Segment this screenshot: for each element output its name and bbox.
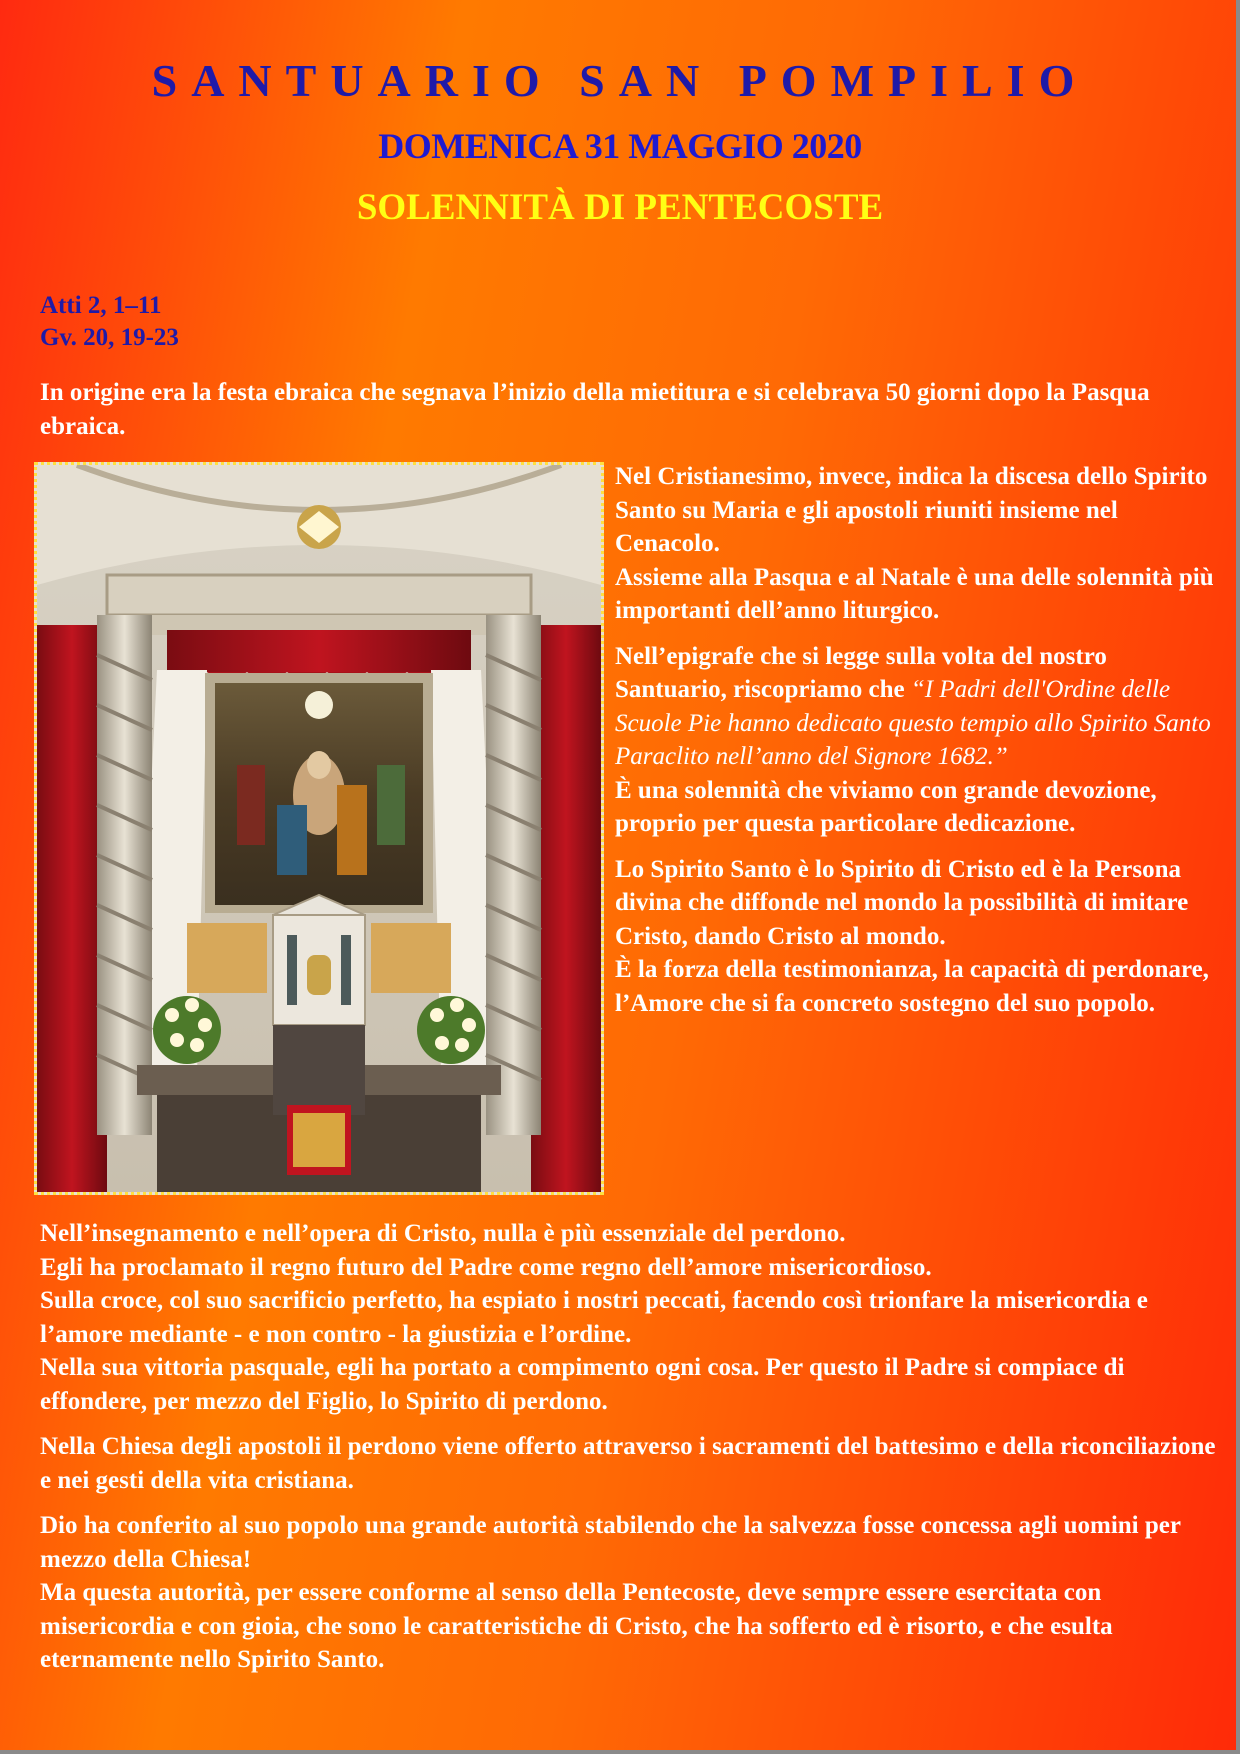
reference-acts: Atti 2, 1–11	[40, 292, 162, 319]
body-text: Nella Chiesa degli apostoli il perdono viene offerto attraverso i sacramenti del battesimo e della riconciliazione e nei gesti della vita cristiana.	[40, 1433, 1216, 1494]
body-text: Nella sua vittoria pasquale, egli ha portato a compimento ogni cosa. Per questo il Padre si compiace di effondere, per mezzo del Figlio, lo Spirito di perdono.	[40, 1354, 1125, 1415]
epigraph-paragraph	[615, 640, 1215, 774]
body-text: Dio ha conferito al suo popolo una grande autorità stabilendo che la salvezza fosse concessa agli uomini per mezzo della Chiesa!	[40, 1512, 1181, 1573]
bottom-paragraph-1	[40, 1217, 1220, 1418]
intro-paragraph	[40, 376, 1220, 443]
bottom-paragraph-2	[40, 1430, 1220, 1497]
intro-text: In origine era la festa ebraica che segnava l’inizio della mietitura e si celebrava 50 giorni dopo la Pasqua ebraica.	[40, 379, 1150, 440]
body-text: Ma questa autorità, per essere conforme al senso della Pentecoste, deve sempre essere esercitata con misericordia e con gioia, che sono le caratteristiche di Cristo, che ha sofferto ed è risorto, e che esulta eternamente nello Spirito Santo.	[40, 1579, 1113, 1673]
feast-title: SOLENNITÀ DI PENTECOSTE	[356, 187, 884, 228]
body-text: Egli ha proclamato il regno futuro del Padre come regno dell’amore misericordioso.	[40, 1253, 932, 1281]
side-paragraph-2	[615, 640, 1215, 841]
side-text: Nel Cristianesimo, invece, indica la discesa dello Spirito Santo su Maria e gli apostoli riuniti insieme nel Cenacolo.	[615, 463, 1208, 557]
side-text: Lo Spirito Santo è lo Spirito di Cristo ed è la Persona divina che diffonde nel mondo la possibilità di imitare Cristo, dando Cristo al mondo.	[615, 855, 1189, 950]
epigraph-intro: Nell’epigrafe che si legge sulla volta del nostro Santuario, riscopriamo che	[615, 642, 1107, 703]
altar-photo	[34, 462, 604, 1195]
reference-gospel: Gv. 20, 19-23	[40, 324, 179, 351]
scripture-references	[40, 290, 179, 354]
body-text: Nell’insegnamento e nell’opera di Cristo, nulla è più essenziale del perdono.	[40, 1220, 846, 1247]
epigraph-quote: “I Padri dell'Ordine delle Scuole Pie hanno dedicato questo tempio allo Spirito Santo Paraclito nell’anno del Signore 1682.”	[615, 676, 1211, 770]
altar-illustration	[37, 465, 601, 1192]
side-text: Assieme alla Pasqua e al Natale è una delle solennità più importanti dell’anno liturgico.	[615, 563, 1214, 624]
side-text: È una solennità che viviamo con grande devozione, proprio per questa particolare dedicazione.	[615, 776, 1157, 837]
side-column	[615, 460, 1215, 1032]
page-title: SANTUARIO SAN POMPILIO	[151, 55, 1089, 106]
side-text: È la forza della testimonianza, la capacità di perdonare, l’Amore che si fa concreto sostegno del suo popolo.	[615, 956, 1209, 1017]
side-paragraph-3	[615, 853, 1215, 1021]
bottom-section	[40, 1217, 1220, 1689]
body-text: Sulla croce, col suo sacrificio perfetto, ha espiato i nostri peccati, facendo così trionfare la misericordia e l’amore mediante - e non contro - la giustizia e l’ordine.	[40, 1287, 1148, 1348]
side-paragraph-1	[615, 460, 1215, 628]
event-date: DOMENICA 31 MAGGIO 2020	[378, 126, 862, 166]
bottom-paragraph-3	[40, 1509, 1220, 1677]
